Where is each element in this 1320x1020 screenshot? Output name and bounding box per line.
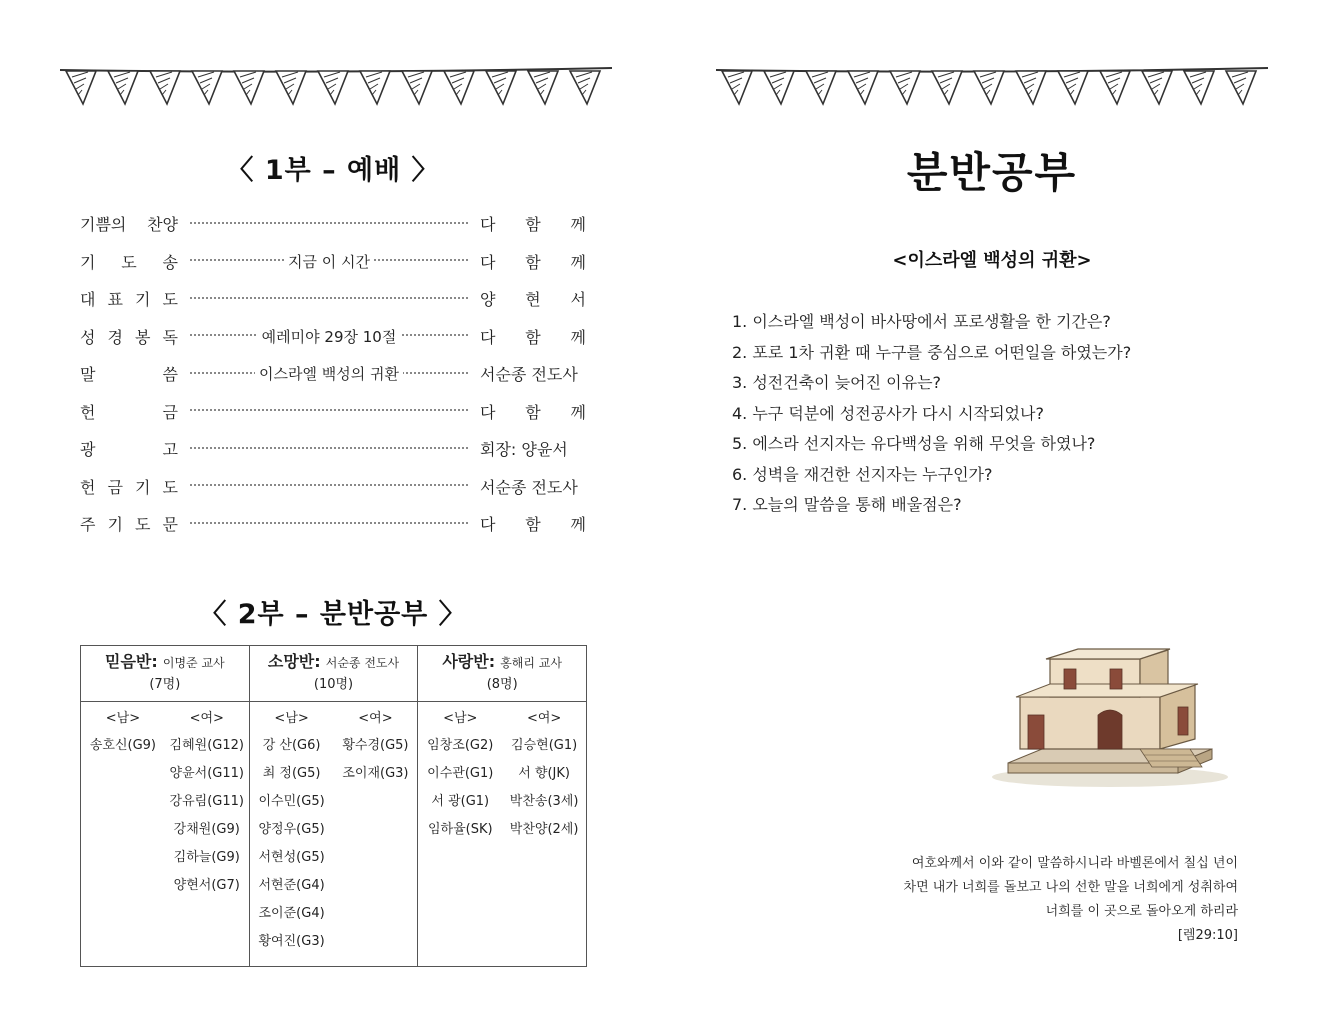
male-list [81,706,165,966]
program-item-name [80,512,178,535]
class-table [80,645,587,967]
program-row [80,393,586,431]
question-item: 1. 이스라엘 백성이 바사땅에서 포로생활을 한 기간은? [732,312,1111,331]
label-segment: 다 [480,327,496,347]
label-segment: 기 [135,477,151,497]
class-member: 최 정(G5) [262,766,321,781]
class-column-faith [81,646,250,966]
female-label: <여> [526,711,562,726]
program-item-leader [480,212,586,235]
bunting-flag [276,71,306,104]
program-row [80,355,586,393]
male-label: <남> [443,711,478,726]
class-member: 강채원(G9) [173,822,240,837]
program-item-leader [480,512,586,535]
bunting-flag [1016,71,1046,104]
bunting-flag [66,71,96,104]
label-segment: 금 [162,402,178,422]
label-segment: 다 [480,402,496,422]
class-header [81,646,249,702]
label-segment: 께 [570,327,586,347]
program-item-detail: 예레미야 29장 10절 [258,326,401,347]
question-item: 3. 성전건축이 늦어진 이유는? [732,373,942,392]
class-member: 송호신(G9) [89,738,156,753]
verse-line: 차면 내가 너희를 돌보고 나의 선한 말을 너희에게 성취하여 [903,880,1238,895]
label-segment: 독 [162,327,178,347]
label-segment: 경 [107,327,123,347]
program-row [80,318,586,356]
program-item-leader: 서순종 전도사 [480,365,578,385]
class-name: 사랑반: [442,652,496,671]
program-item-leader [480,400,586,423]
class-member: 조이준(G4) [258,906,325,921]
label-segment: 함 [525,215,541,235]
program-item-name [80,250,178,273]
label-segment: 께 [570,515,586,535]
label-segment: 헌 [80,477,96,497]
label-segment: 기 [107,515,123,535]
class-member: 서 향(JK) [518,766,570,781]
label-segment: 기 [135,290,151,310]
bunting-flag [932,71,962,104]
class-member: 임창조(G2) [427,738,494,753]
label-segment: 함 [525,252,541,272]
bunting-flag [444,71,474,104]
label-segment: 함 [525,327,541,347]
label-segment: 고 [162,440,178,460]
label-segment: 도 [135,515,151,535]
label-segment: 께 [570,402,586,422]
bunting-flag [974,71,1004,104]
bunting-decoration-left [58,62,614,108]
bunting-decoration-right [714,62,1270,108]
class-member: 조이재(G3) [342,766,409,781]
verse-reference: [렘29:10] [1177,928,1238,943]
label-segment: 표 [107,290,123,310]
male-list [418,706,502,966]
question-item: 2. 포로 1차 귀환 때 누구를 중심으로 어떤일을 하였는가? [732,342,1132,362]
class-count: (10명) [313,677,354,692]
class-teacher: 이명준 교사 [162,656,225,670]
study-title: 분반공부 [906,148,1078,197]
bunting-flag [1142,71,1172,104]
class-member: 이수관(G1) [427,766,494,781]
class-member: 임하율(SK) [427,822,493,837]
bunting-flag [848,71,878,104]
class-member: 황여진(G3) [258,934,325,949]
program-item-detail: 이스라엘 백성의 귀환 [255,363,403,384]
program-item-leader [480,325,586,348]
class-member: 강 산(G6) [262,738,321,753]
female-list [334,706,418,966]
verse-line: 여호와께서 이와 같이 말씀하시니라 바벨론에서 칠십 년이 [911,856,1238,871]
class-count: (7명) [149,677,181,692]
program-item-name [80,362,178,385]
question-item: 5. 에스라 선지자는 유다백성을 위해 무엇을 하였나? [732,434,1096,453]
program-row [80,243,586,281]
male-label: <남> [274,711,309,726]
label-segment: 성 [80,327,96,347]
question-list [732,307,1262,521]
label-segment: 도 [162,290,178,310]
bunting-flag [360,71,390,104]
female-list [502,706,586,966]
male-label: <남> [105,711,141,726]
question-item: 7. 오늘의 말씀을 통해 배울점은? [732,495,962,514]
label-segment: 문 [162,515,178,535]
label-segment: 도 [121,252,137,272]
class-teacher: 서순종 전도사 [325,656,400,670]
bunting-flag [722,71,752,104]
verse-line: 너희를 이 곳으로 돌아오게 하리라 [1045,904,1238,919]
class-header [250,646,418,702]
program-row [80,205,586,243]
label-segment: 현 [525,290,541,310]
bunting-flag [806,71,836,104]
class-teacher: 홍해리 교사 [500,656,562,670]
bunting-flag [486,71,516,104]
bunting-flag [1058,71,1088,104]
class-column-hope [250,646,419,966]
program-item-name [80,475,178,498]
class-member: 황수경(G5) [342,738,409,753]
label-segment: 찬양 [147,215,178,235]
label-segment: 말 [80,365,96,385]
bunting-flag [108,71,138,104]
class-member: 김혜원(G12) [169,738,244,753]
program-item-leader [480,287,586,310]
label-segment: 도 [162,477,178,497]
program-item-leader: 회장: 양윤서 [480,440,568,460]
female-label: <여> [358,711,393,726]
bunting-flag [764,71,794,104]
class-member: 김하늘(G9) [173,850,240,865]
class-member: 박찬양(2세) [509,822,579,837]
bunting-flag [1100,71,1130,104]
female-label: <여> [189,711,224,726]
program-item-name [80,212,178,235]
program-item-name [80,400,178,423]
class-member: 강유림(G11) [169,794,244,809]
class-member: 양현서(G7) [173,878,240,893]
bunting-flag [890,71,920,104]
label-segment: 함 [525,402,541,422]
label-segment: 께 [570,252,586,272]
temple-icon [990,645,1230,790]
label-segment: 양 [480,290,496,310]
label-segment: 기쁨의 [80,215,127,235]
worship-program [80,205,586,543]
label-segment: 기 [80,252,96,272]
label-segment: 봉 [135,327,151,347]
class-member: 서현준(G4) [258,878,325,893]
label-segment: 다 [480,515,496,535]
class-header [418,646,586,702]
label-segment: 주 [80,515,96,535]
label-segment: 다 [480,215,496,235]
study-subject: <이스라엘 백성의 귀환> [892,250,1092,271]
class-column-love [418,646,586,966]
female-list [165,706,249,966]
class-name: 소망반: [267,652,321,671]
program-item-leader: 서순종 전도사 [480,477,578,497]
class-member: 박찬송(3세) [509,794,579,809]
label-segment: 금 [107,477,123,497]
bunting-flag [1226,71,1256,104]
bunting-flag [318,71,348,104]
label-segment: 함 [525,515,541,535]
program-item-detail: 지금 이 시간 [284,251,374,272]
bunting-flag [192,71,222,104]
bunting-flag [570,71,600,104]
class-member: 서 광(G1) [431,794,490,809]
label-segment: 대 [80,290,96,310]
class-member: 양윤서(G11) [169,766,244,781]
program-row [80,505,586,543]
bunting-flag [402,71,432,104]
program-row [80,430,586,468]
program-row [80,280,586,318]
label-segment: 다 [480,252,496,272]
bunting-flag [150,71,180,104]
bunting-flag [1184,71,1214,104]
label-segment: 송 [162,252,178,272]
scripture-verse [878,852,1238,948]
class-member: 이수민(G5) [258,794,325,809]
part1-title: 〈 1부 – 예배 〉 [226,155,440,186]
program-item-name [80,325,178,348]
class-name: 믿음반: [105,652,158,671]
label-segment: 께 [570,215,586,235]
program-item-leader [480,250,586,273]
program-item-name [80,437,178,460]
class-member: 양정우(G5) [258,822,325,837]
class-member: 서현성(G5) [258,850,325,865]
class-count: (8명) [486,677,518,692]
program-row [80,468,586,506]
question-item: 4. 누구 덕분에 성전공사가 다시 시작되었나? [732,403,1044,423]
label-segment: 씀 [162,365,178,385]
label-segment: 헌 [80,402,96,422]
label-segment: 광 [80,440,96,460]
question-item: 6. 성벽을 재건한 선지자는 누구인가? [732,464,993,484]
label-segment: 서 [570,290,586,310]
male-list [250,706,334,966]
program-item-name [80,287,178,310]
part2-title: 〈 2부 – 분반공부 〉 [199,599,467,630]
class-member: 김승현(G1) [511,738,578,753]
bunting-flag [528,71,558,104]
bunting-flag [234,71,264,104]
